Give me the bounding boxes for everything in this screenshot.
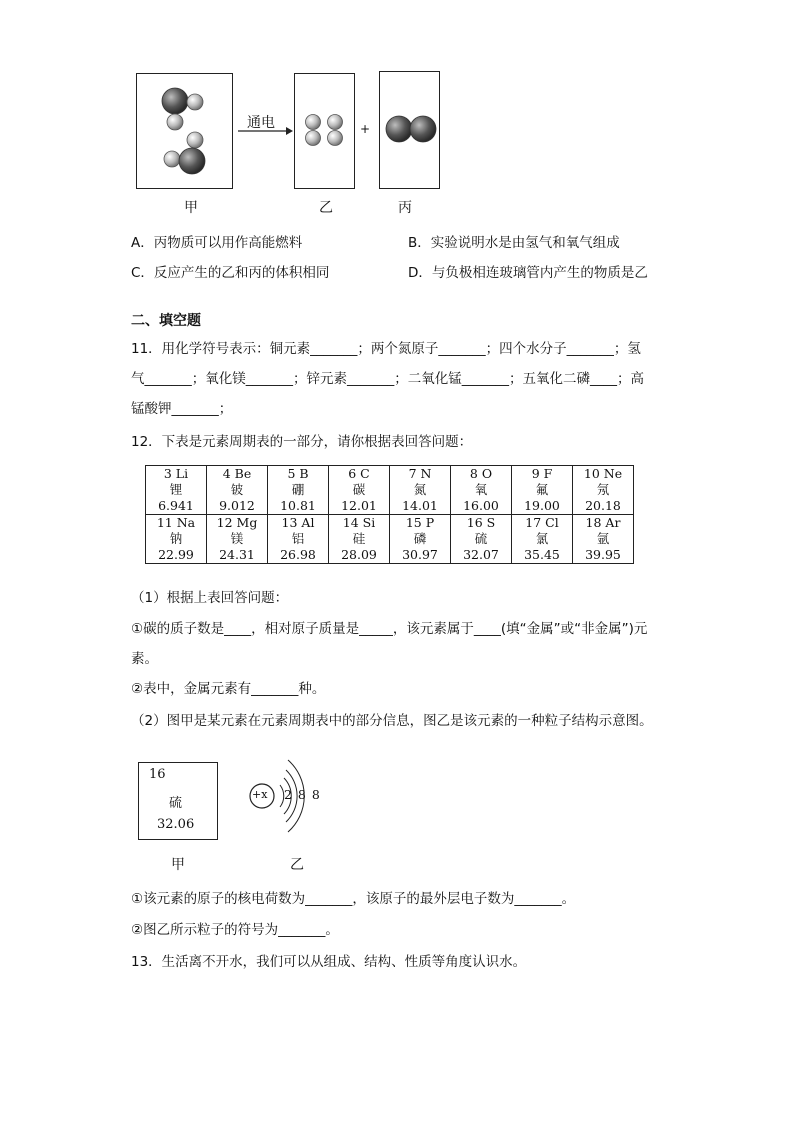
element-cell: 6 C 碳 12.01 — [329, 466, 390, 515]
label-bing: 丙 — [398, 200, 412, 216]
sulfur-name: 硫 — [169, 796, 183, 811]
option-a: A．丙物质可以用作高能燃料 — [131, 235, 303, 251]
option-c: C．反应产生的乙和丙的体积相同 — [131, 265, 330, 281]
sulfur-element-box — [138, 762, 218, 840]
element-cell: 15 P 磷 30.97 — [390, 515, 451, 564]
q13-text: 13．生活离不开水，我们可以从组成、结构、性质等角度认识水。 — [131, 954, 527, 970]
section-title: 二、填空题 — [131, 313, 201, 329]
element-cell: 7 N 氮 14.01 — [390, 466, 451, 515]
q12-sub1-q2: ②表中，金属元素有_______种。 — [131, 681, 326, 697]
hydrogen-molecules-icon — [295, 74, 354, 188]
element-cell: 12 Mg 镁 24.31 — [207, 515, 268, 564]
element-cell: 10 Ne 氖 20.18 — [573, 466, 634, 515]
q12-intro: 12．下表是元素周期表的一部分，请你根据表回答问题： — [131, 434, 473, 450]
fig-label-yi: 乙 — [290, 857, 304, 873]
q12-sub2-title: （2）图甲是某元素在元素周期表中的部分信息，图乙是该元素的一种粒子结构示意图。 — [131, 713, 653, 729]
q11-line2: 气_______；氧化镁_______；锌元素_______；二氧化锰_______；五氧化二磷____；高 — [131, 371, 644, 387]
oxygen-molecule-icon — [380, 72, 439, 188]
box-yi — [294, 73, 355, 189]
element-cell: 11 Na 钠 22.99 — [146, 515, 207, 564]
q12-sub2-q1: ①该元素的原子的核电荷数为_______，该原子的最外层电子数为_______。 — [131, 891, 576, 907]
element-cell: 5 B 硼 10.81 — [268, 466, 329, 515]
box-bing — [379, 71, 440, 189]
q12-sub1-q1-line2: 素。 — [131, 651, 158, 667]
label-jia: 甲 — [184, 200, 198, 216]
element-cell: 8 O 氧 16.00 — [451, 466, 512, 515]
water-molecules-icon — [137, 74, 232, 188]
label-yi: 乙 — [319, 200, 333, 216]
fig-label-jia: 甲 — [171, 857, 185, 873]
q11-line1: 11．用化学符号表示：铜元素_______；两个氮原子_______；四个水分子_______；氢 — [131, 341, 641, 357]
element-cell: 16 S 硫 32.07 — [451, 515, 512, 564]
q12-sub1-q1-line1: ①碳的质子数是____，相对原子质量是_____，该元素属于____(填“金属”或“非金属”)元 — [131, 621, 648, 637]
element-cell: 9 F 氟 19.00 — [512, 466, 573, 515]
q12-sub2-q2: ②图乙所示粒子的符号为_______。 — [131, 922, 339, 938]
shell-electrons: 2 8 8 — [284, 787, 321, 802]
element-cell: 3 Li 锂 6.941 — [146, 466, 207, 515]
element-cell: 14 Si 硅 28.09 — [329, 515, 390, 564]
element-cell: 18 Ar 氩 39.95 — [573, 515, 634, 564]
element-cell: 17 Cl 氯 35.45 — [512, 515, 573, 564]
q12-sub1-title: （1）根据上表回答问题： — [131, 590, 289, 606]
sulfur-number: 16 — [149, 767, 166, 782]
periodic-row-2 — [146, 515, 634, 564]
right-arrow-icon — [238, 126, 294, 136]
periodic-table — [145, 465, 634, 564]
q11-line3: 锰酸钾_______； — [131, 401, 233, 417]
nucleus-charge: +x — [252, 788, 268, 801]
sulfur-mass: 32.06 — [157, 817, 195, 832]
element-cell: 13 Al 铝 26.98 — [268, 515, 329, 564]
option-d: D．与负极相连玻璃管内产生的物质是乙 — [408, 265, 648, 281]
arrow-label: 通电 — [247, 115, 275, 131]
periodic-row-1 — [146, 466, 634, 515]
option-b: B．实验说明水是由氢气和氧气组成 — [408, 235, 620, 251]
plus-sign: + — [360, 122, 371, 136]
box-jia — [136, 73, 233, 189]
element-cell: 4 Be 铍 9.012 — [207, 466, 268, 515]
